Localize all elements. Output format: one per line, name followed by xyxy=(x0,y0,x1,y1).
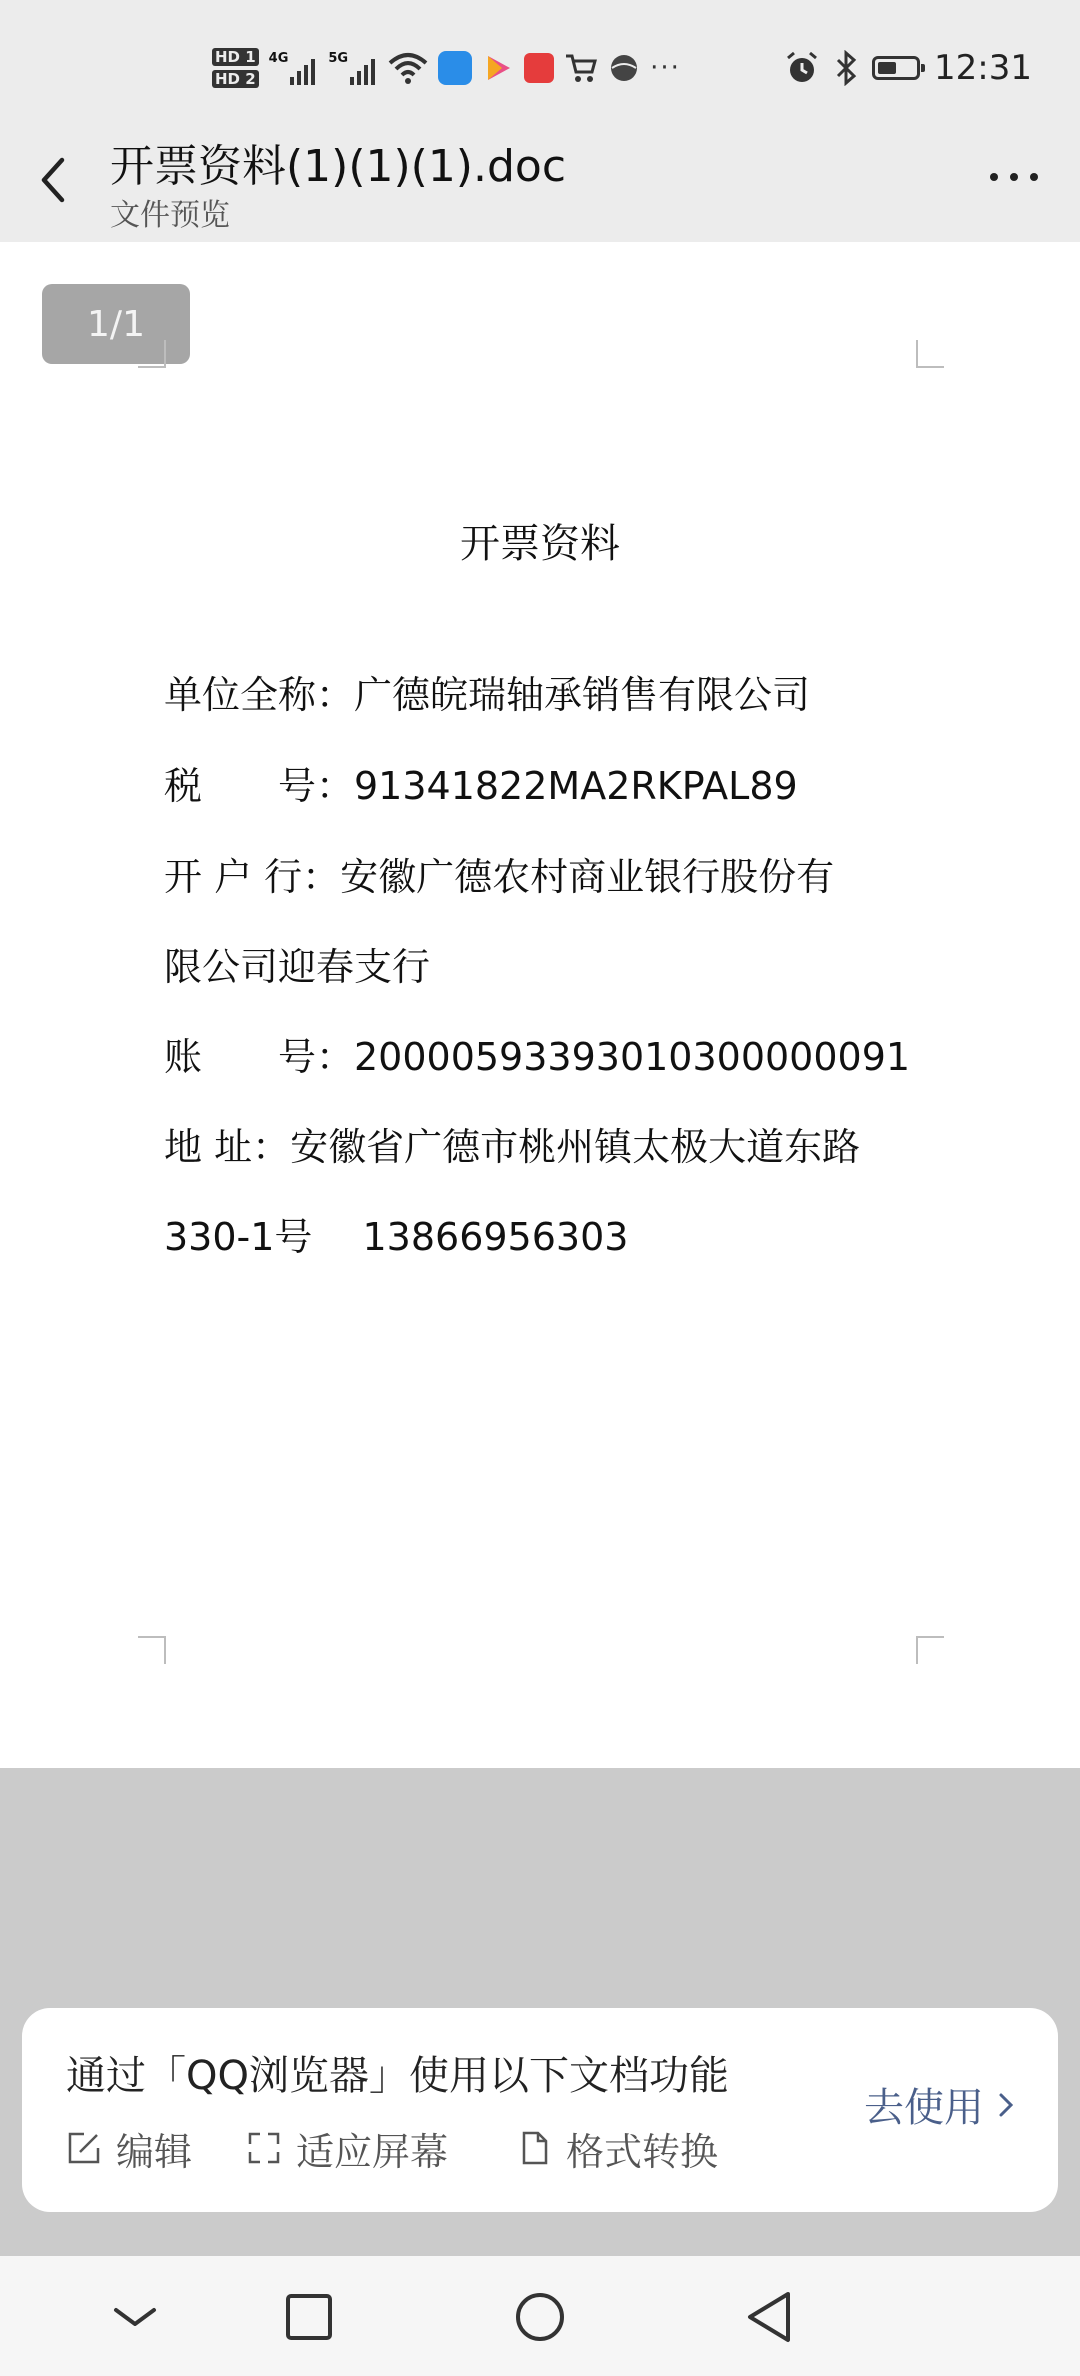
signal-4g-icon xyxy=(269,51,319,85)
fit-screen-icon xyxy=(246,2130,282,2166)
page-corner-mark xyxy=(138,340,166,368)
more-status-icons: ··· xyxy=(650,53,681,83)
page-corner-mark xyxy=(916,340,944,368)
document-subtitle: 文件预览 xyxy=(110,198,230,233)
signal-5g-label: 5G xyxy=(328,51,349,66)
home-icon[interactable] xyxy=(505,2282,575,2352)
banner-text: 通过「QQ浏览器」使用以下文档功能 xyxy=(66,2053,729,2099)
account-number-line: 账 号：20000593393010300000091 xyxy=(164,1035,911,1079)
bluetooth-icon xyxy=(834,50,858,86)
battery-fill xyxy=(878,62,896,74)
address-line: 地 址：安徽省广德市桃州镇太极大道东路 xyxy=(164,1125,861,1169)
status-icons-right xyxy=(784,44,1032,92)
fit-screen-feature[interactable] xyxy=(246,2126,449,2174)
recents-icon[interactable] xyxy=(274,2282,344,2352)
alarm-icon xyxy=(784,50,820,86)
go-use-label: 去使用 xyxy=(864,2085,984,2131)
address-phone-line: 330-1号 13866956303 xyxy=(164,1215,629,1259)
back-arrow-icon[interactable] xyxy=(30,150,78,210)
qq-browser-banner[interactable] xyxy=(22,2008,1058,2212)
edit-icon xyxy=(66,2130,102,2166)
fit-screen-feature-label: 适应屏幕 xyxy=(296,2129,449,2174)
hd1-badge: HD 1 xyxy=(212,48,259,66)
hd2-badge: HD 2 xyxy=(212,70,259,88)
signal-5g-icon xyxy=(328,51,378,85)
tax-number-line: 税 号：91341822MA2RKPAL89 xyxy=(164,764,798,808)
company-name-line: 单位全称：广德皖瑞轴承销售有限公司 xyxy=(164,673,811,717)
hd-badges xyxy=(212,48,259,88)
system-nav-bar xyxy=(0,2256,1080,2376)
cart-icon xyxy=(564,52,598,84)
chevron-right-icon xyxy=(998,2091,1014,2119)
document-title: 开票资料(1)(1)(1).doc xyxy=(110,141,567,192)
edit-feature-label: 编辑 xyxy=(116,2129,193,2174)
video-icon xyxy=(482,52,514,84)
page-corner-mark xyxy=(138,1636,166,1664)
battery-icon xyxy=(872,56,920,80)
bank-line: 开 户 行：安徽广德农村商业银行股份有 xyxy=(164,855,835,899)
back-nav-icon[interactable] xyxy=(734,2282,804,2352)
globe-icon xyxy=(608,52,640,84)
hide-keyboard-icon[interactable] xyxy=(100,2282,170,2352)
app-icon xyxy=(438,51,472,85)
page-corner-mark xyxy=(916,1636,944,1664)
signal-4g-label: 4G xyxy=(268,51,289,66)
go-use-button[interactable] xyxy=(864,2076,1014,2133)
format-convert-feature[interactable] xyxy=(516,2126,719,2174)
clock: 12:31 xyxy=(934,48,1032,88)
title-bar xyxy=(0,110,1080,242)
format-convert-feature-label: 格式转换 xyxy=(566,2129,719,2174)
reader-icon xyxy=(524,53,554,83)
wifi-icon xyxy=(388,51,428,85)
edit-feature[interactable] xyxy=(66,2126,193,2174)
status-icons-left xyxy=(212,38,681,98)
file-convert-icon xyxy=(516,2130,552,2166)
more-options-icon[interactable] xyxy=(984,162,1044,192)
page-indicator: 1/1 xyxy=(42,284,190,364)
bank-line-continued: 限公司迎春支行 xyxy=(164,945,431,989)
document-page[interactable] xyxy=(0,242,1080,1768)
document-heading: 开票资料 xyxy=(460,521,620,567)
